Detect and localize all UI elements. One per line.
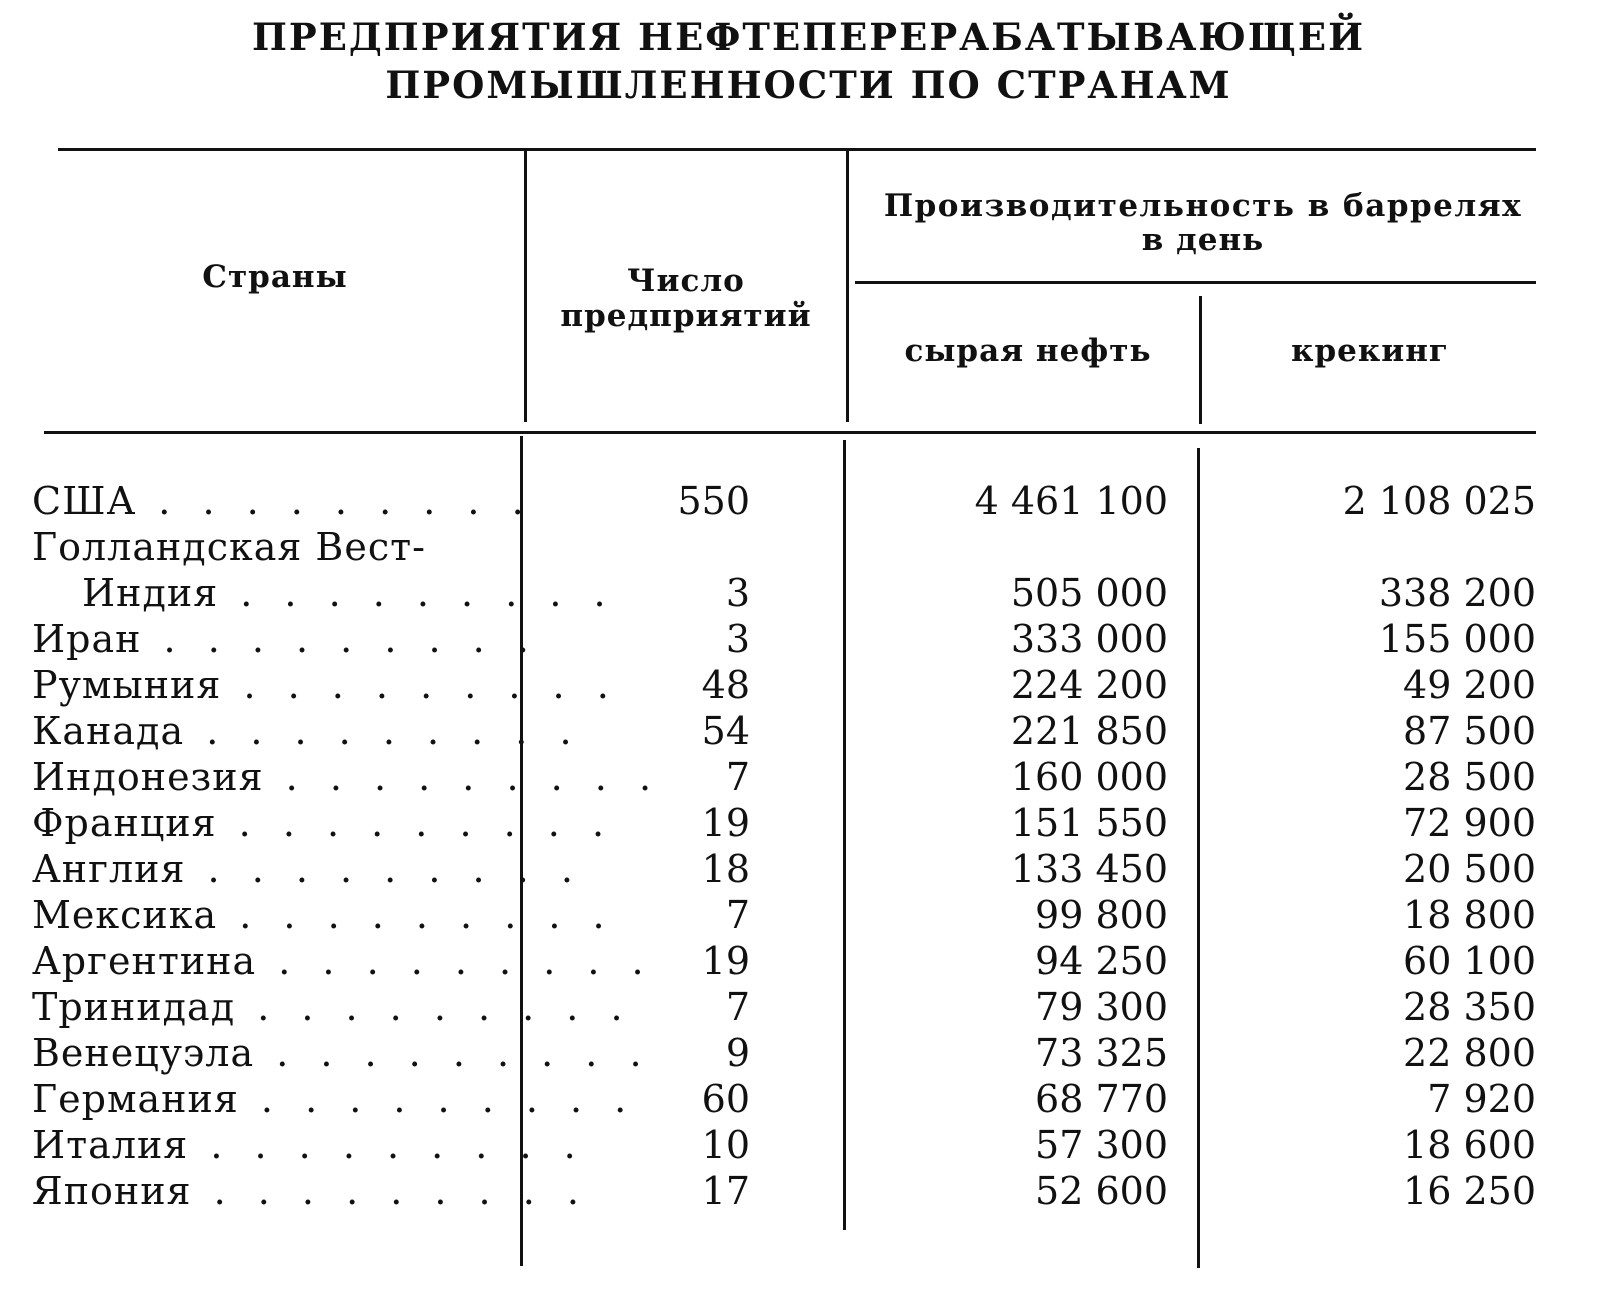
- leader-dots: . . . . . . . . .: [256, 939, 654, 983]
- country-name: Франция: [32, 801, 217, 845]
- cracking-capacity: 155 000: [1378, 617, 1536, 661]
- plants-count: 10: [701, 1123, 750, 1167]
- country-name: США: [32, 479, 137, 523]
- cracking-capacity: 49 200: [1403, 663, 1536, 707]
- crude-capacity: 333 000: [1010, 617, 1168, 661]
- table-row: [0, 1122, 1617, 1169]
- leader-dots: . . . . . . . . .: [184, 709, 582, 753]
- crude-capacity: 73 325: [1035, 1031, 1168, 1075]
- header-countries: Страны: [202, 259, 348, 295]
- country-name: Германия: [32, 1077, 239, 1121]
- country-name: Аргентина: [32, 939, 257, 983]
- crude-capacity: 505 000: [1010, 571, 1168, 615]
- header-capacity-line-2: в день: [1141, 222, 1265, 258]
- plants-count: 19: [701, 939, 750, 983]
- column-divider-1-header: [524, 150, 527, 422]
- table-row: [0, 708, 1617, 755]
- plants-count: 7: [725, 755, 750, 799]
- plants-count: 3: [725, 571, 750, 615]
- plants-count: 7: [725, 893, 750, 937]
- table-row: [0, 570, 1617, 617]
- table-row: [0, 1030, 1617, 1077]
- header-cracking: крекинг: [1291, 333, 1449, 369]
- cracking-capacity: 16 250: [1403, 1169, 1536, 1213]
- country-name: Индия: [82, 571, 219, 615]
- country-name: Мексика: [32, 893, 218, 937]
- column-divider-3-header: [1199, 296, 1202, 424]
- country-name: Италия: [32, 1123, 189, 1167]
- plants-count: 19: [701, 801, 750, 845]
- header-bottom-rule: [44, 431, 1536, 434]
- leader-dots: . . . . . . . . .: [218, 571, 616, 615]
- crude-capacity: 221 850: [1010, 709, 1168, 753]
- table-row: [0, 846, 1617, 893]
- header-capacity-line-1: Производительность в баррелях: [883, 188, 1523, 224]
- cracking-capacity: 18 600: [1403, 1123, 1536, 1167]
- leader-dots: . . . . . . . . .: [188, 1123, 586, 1167]
- cracking-capacity: 7 920: [1427, 1077, 1536, 1121]
- crude-capacity: 57 300: [1035, 1123, 1168, 1167]
- leader-dots: . . . . . . . . .: [254, 1031, 652, 1075]
- plants-count: 18: [701, 847, 750, 891]
- page-title-line-2: ПРОМЫШЛЕННОСТИ ПО СТРАНАМ: [385, 63, 1232, 107]
- plants-count: 9: [725, 1031, 750, 1075]
- plants-count: 54: [701, 709, 750, 753]
- country-name: Япония: [32, 1169, 192, 1213]
- country-name: Иран: [32, 617, 142, 661]
- crude-capacity: 4 461 100: [974, 479, 1168, 523]
- leader-dots: . . . . . . . . .: [217, 893, 615, 937]
- crude-capacity: 68 770: [1035, 1077, 1168, 1121]
- country-name: Индонезия: [32, 755, 264, 799]
- plants-count: 60: [701, 1077, 750, 1121]
- leader-dots: . . . . . . . . .: [263, 755, 662, 799]
- leader-dots: . . . . . . . . .: [136, 479, 534, 523]
- crude-capacity: 160 000: [1010, 755, 1168, 799]
- table-top-rule: [58, 148, 1536, 151]
- leader-dots: . . . . . . . . .: [191, 1169, 589, 1213]
- table-row: [0, 524, 1617, 571]
- cracking-capacity: 20 500: [1403, 847, 1536, 891]
- crude-capacity: 94 250: [1035, 939, 1168, 983]
- country-name: Тринидад: [32, 985, 236, 1029]
- country-name: Венецуэла: [32, 1031, 255, 1075]
- country-name: Голландская Вест-: [32, 525, 426, 569]
- table-row: [0, 1076, 1617, 1123]
- leader-dots: . . . . . . . . .: [185, 847, 583, 891]
- plants-count: 48: [701, 663, 750, 707]
- crude-capacity: 79 300: [1035, 985, 1168, 1029]
- leader-dots: . . . . . . . . .: [141, 617, 539, 661]
- country-name: Румыния: [32, 663, 222, 707]
- table-row: [0, 984, 1617, 1031]
- table-row: [0, 800, 1617, 847]
- table-row: [0, 938, 1617, 985]
- crude-capacity: 133 450: [1010, 847, 1168, 891]
- crude-capacity: 224 200: [1010, 663, 1168, 707]
- leader-dots: . . . . . . . . .: [238, 1077, 637, 1121]
- header-crude-oil: сырая нефть: [904, 333, 1152, 369]
- column-divider-2-header: [846, 150, 849, 422]
- cracking-capacity: 60 100: [1403, 939, 1536, 983]
- table-row: [0, 1168, 1617, 1215]
- table-row: [0, 478, 1617, 525]
- country-name: Англия: [32, 847, 186, 891]
- crude-capacity: 52 600: [1035, 1169, 1168, 1213]
- cracking-capacity: 18 800: [1403, 893, 1536, 937]
- leader-dots: . . . . . . . . .: [235, 985, 633, 1029]
- plants-count: 550: [677, 479, 750, 523]
- plants-count: 17: [701, 1169, 750, 1213]
- cracking-capacity: 338 200: [1378, 571, 1536, 615]
- cracking-capacity: 28 350: [1403, 985, 1536, 1029]
- cracking-capacity: 2 108 025: [1342, 479, 1536, 523]
- plants-count: 3: [725, 617, 750, 661]
- table-row: [0, 892, 1617, 939]
- country-name: Канада: [32, 709, 185, 753]
- cracking-capacity: 28 500: [1403, 755, 1536, 799]
- cracking-capacity: 22 800: [1403, 1031, 1536, 1075]
- plants-count: 7: [725, 985, 750, 1029]
- leader-dots: . . . . . . . . .: [221, 663, 619, 707]
- table-row: [0, 754, 1617, 801]
- cracking-capacity: 72 900: [1403, 801, 1536, 845]
- cracking-capacity: 87 500: [1403, 709, 1536, 753]
- header-plants-line-1: Число: [627, 263, 745, 299]
- header-sub-rule: [855, 281, 1536, 284]
- leader-dots: . . . . . . . . .: [216, 801, 615, 845]
- page-title-line-1: ПРЕДПРИЯТИЯ НЕФТЕПЕРЕРАБАТЫВАЮЩЕЙ: [251, 15, 1366, 59]
- table-row: [0, 616, 1617, 663]
- crude-capacity: 99 800: [1035, 893, 1168, 937]
- table-row: [0, 662, 1617, 709]
- header-plants-line-2: предприятий: [560, 298, 812, 334]
- crude-capacity: 151 550: [1010, 801, 1168, 845]
